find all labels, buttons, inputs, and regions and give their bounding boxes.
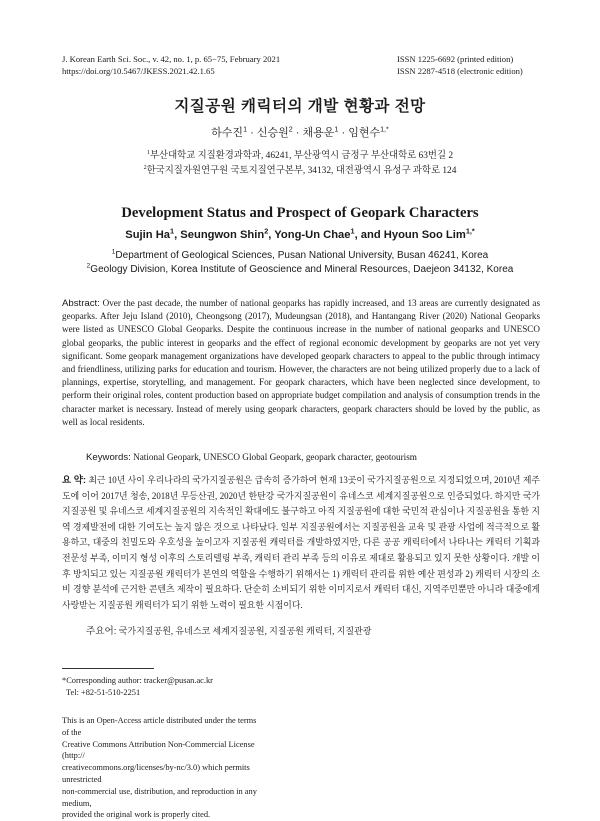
author-name: 채용운 xyxy=(302,127,335,139)
license-line: Creative Commons Attribution Non-Commercial License (http:// xyxy=(62,739,255,761)
korean-keywords-text: 국가지질공원, 유네스코 세계지질공원, 지질공원 캐릭터, 지질관광 xyxy=(118,626,372,636)
english-authors xyxy=(0,226,600,241)
affiliation-mark: 2 xyxy=(143,164,147,171)
author-affiliation-mark: 1 xyxy=(243,125,248,134)
author-name: 하수진 xyxy=(211,127,244,139)
affiliation-text: 부산대학교 지질환경과학과, 46241, 부산광역시 금정구 부산대학로 63번길 2 xyxy=(149,151,454,161)
affiliation-text: 한국지질자원연구원 국토지질연구본부, 34132, 대전광역시 유성구 과학로 124 xyxy=(146,166,457,176)
english-title: Development Status and Prospect of Geopark Characters xyxy=(121,205,479,221)
author-name: Hyoun Soo Lim xyxy=(383,229,466,241)
license-line: creativecommons.org/licenses/by-nc/3.0) which permits unrestricted xyxy=(62,763,250,784)
english-affiliation-2 xyxy=(0,264,600,275)
korean-affiliation-2 xyxy=(0,162,600,176)
korean-affiliation-1 xyxy=(0,147,600,161)
author-affiliation-mark: 1 xyxy=(334,125,339,134)
keywords-label: Keywords: xyxy=(86,452,131,463)
issn-electronic: ISSN 2287-4518 (electronic edition) xyxy=(397,66,523,76)
doi-link[interactable]: https://doi.org/10.5467/JKESS.2021.42.1.65 xyxy=(62,66,215,76)
author-separator: · xyxy=(250,127,254,139)
affiliation-mark: 1 xyxy=(111,248,116,256)
author-affiliation-mark: 1,* xyxy=(465,226,475,236)
korean-abstract xyxy=(62,472,540,613)
footnote-divider xyxy=(62,668,154,669)
issn-print: ISSN 1225-6692 (printed edition) xyxy=(397,54,514,64)
korean-title: 지질공원 캐릭터의 개발 현황과 전망 xyxy=(174,98,426,115)
keywords xyxy=(86,452,417,463)
korean-abstract-text: 최근 10년 사이 우리나라의 국가지질공원은 급속히 증가하여 현재 13곳이 국가지질공원으로 지정되었으며, 2010년 제주도에 이어 2017년 청송, 2018년 무등산권, 2020년 한탄강 국가지질공원이 유네스코 세계지질공원으로 인증되었다. 하지만 국가지질공원 및 유네스코 세계지질공원의 지속적인 확대에도 불구하고 아직 지질공원에 대한 국민적 관심이나 지질공원을 통한 지역 경제발전에 대한 기여도는 높지 않은 것으로 나타났다. 일부 지질공원에서는 지질공원을 교육 및 관광 사업에 적극적으로 활용하고, 대중의 친밀도와 우호성을 높이고자 지질공원 캐릭터를 개발하였지만, 다른 공공 캐릭터에서 나타나는 캐릭터 기획과 전문성 부족, 이미지 형성 이후의 스토리텔링 부족, 캐릭터 관리 부족 등의 이유로 제대로 활용되고 있지 못한 상황이다. 개발 이후 방치되고 있는 지질공원 캐릭터가 본연의 역할을 수행하기 위해서는 1) 캐릭터 관리를 위한 예산 편성과 2) 캐릭터 시장의 소비 경향 분석에 근거한 콘텐츠 제작이 필요하다. 단순히 소비되기 위한 이미지로서 캐릭터 대신, 지역주민뿐만 아니라 대중에게 사랑받는 지질공원 캐릭터가 되기 위한 노력이 필요한 시점이다. xyxy=(62,475,541,610)
author-name: Sujin Ha xyxy=(125,229,171,241)
affiliation-mark: 2 xyxy=(86,262,91,270)
author-separator: · xyxy=(341,127,346,139)
corresponding-author xyxy=(62,675,213,699)
corresponding-tel: Tel: +82-51-510-2251 xyxy=(66,688,141,697)
korean-keywords xyxy=(86,623,371,637)
author-affiliation-mark: 2 xyxy=(264,226,269,236)
author-separator: , xyxy=(174,229,181,241)
author-affiliation-mark: 1 xyxy=(350,226,355,236)
author-separator: , and xyxy=(354,229,384,241)
english-affiliation-1 xyxy=(0,250,600,261)
affiliation-text: Department of Geological Sciences, Pusan National University, Busan 46241, Korea xyxy=(115,250,489,261)
license-notice xyxy=(62,715,262,821)
author-affiliation-mark: 1,* xyxy=(380,125,389,134)
issn-block xyxy=(397,53,523,77)
abstract-label: Abstract: xyxy=(62,298,100,309)
korean-authors xyxy=(0,124,600,140)
author-name: Seungwon Shin xyxy=(180,229,265,241)
author-name: Yong-Un Chae xyxy=(274,229,351,241)
author-affiliation-mark: 2 xyxy=(288,125,293,134)
keywords-text: National Geopark, UNESCO Global Geopark, geopark character, geotourism xyxy=(133,452,417,462)
license-line: non-commercial use, distribution, and reproduction in any medium, xyxy=(62,786,257,808)
author-name: 임현수 xyxy=(348,127,381,139)
license-line: This is an Open-Access article distributed under the terms of the xyxy=(62,716,257,737)
author-separator: , xyxy=(268,229,275,241)
korean-abstract-label: 요 약: xyxy=(62,474,86,485)
affiliation-text: Geology Division, Korea Institute of Geoscience and Mineral Resources, Daejeon 34132, Korea xyxy=(90,264,514,275)
affiliation-mark: 1 xyxy=(146,149,150,156)
abstract-text: Over the past decade, the number of national geoparks has rapidly increased, and 13 areas are currently designated as geoparks. After Jeju Island (2010), Cheongsong (2017), Mudeungsan (2018), and Hantangang River (2020) National Geoparks were listed as UNESCO Global Geoparks. Despite the continuous increase in the number of national geoparks and UNESCO global geoparks, the public interest in geoparks and the effect of regional economic development by geoparks are not yet very significant. Some geopark management organizations have developed geopark characters to appeal to the public through intimacy and friendliness, utilizing parks for education and tourism. However, the characters are not being utilized properly due to a lack of plannings, expertise, storytelling, and management. For geopark characters, which have been neglected since development, to perform their original roles, content production based on appropriate budget compilation and analysis of consumption trends in the character market is necessary. Instead of merely using geopark characters, geopark characters should be loved by the public, as well as local residents. xyxy=(62,298,540,427)
journal-citation: J. Korean Earth Sci. Soc., v. 42, no. 1, p. 65−75, February 2021 xyxy=(62,54,281,64)
korean-keywords-label: 주요어: xyxy=(86,626,117,637)
author-name: 신승원 xyxy=(256,127,289,139)
license-line: provided the original work is properly cited. xyxy=(62,810,211,820)
author-affiliation-mark: 1 xyxy=(170,226,175,236)
author-separator: · xyxy=(295,127,300,139)
journal-header xyxy=(62,53,280,77)
abstract xyxy=(62,297,540,429)
corresponding-email: *Corresponding author: tracker@pusan.ac.kr xyxy=(62,676,213,685)
